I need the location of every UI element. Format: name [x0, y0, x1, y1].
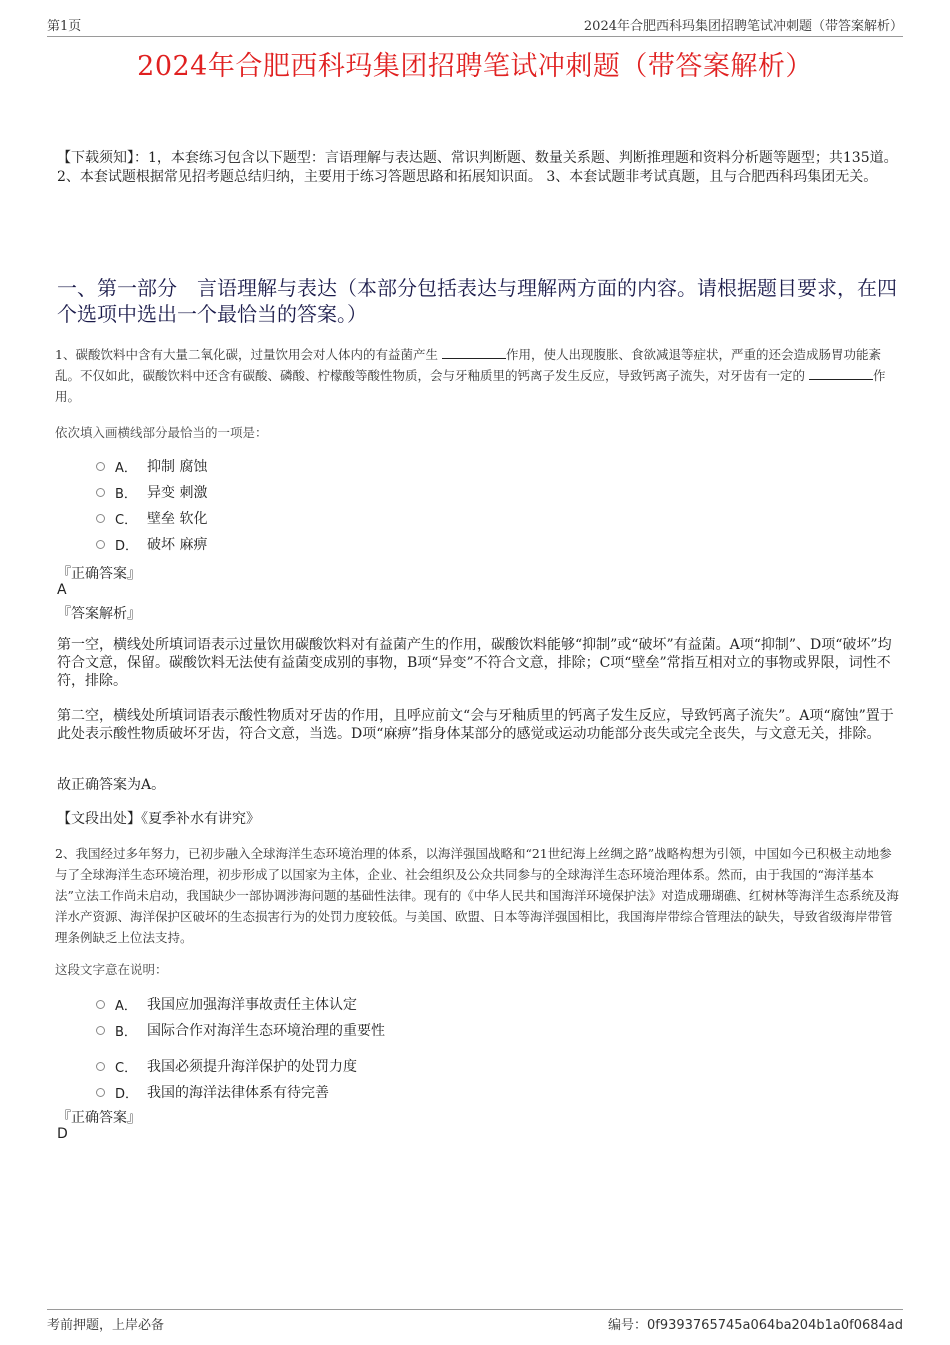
question-2-prompt: 这段文字意在说明： — [55, 962, 168, 977]
option-b[interactable]: B． 国际合作对海洋生态环境治理的重要性 — [96, 1017, 385, 1043]
page-footer — [47, 1309, 903, 1333]
option-c[interactable]: C． 我国必须提升海洋保护的处罚力度 — [96, 1053, 385, 1079]
fill-blank — [442, 345, 506, 359]
analysis-paragraph-2: 第二空，横线处所填词语表示酸性物质对牙齿的作用，且呼应前文“会与牙釉质里的钙离子发生反应，导致钙离子流失”。A项“腐蚀”置于此处表示酸性物质破坏牙齿，符合文意，当选。D项“麻痹”指身体某部分的感觉或运动功能部分丧失或完全丧失，与文意无关，排除。 — [57, 708, 894, 742]
page-header — [47, 14, 903, 37]
option-a[interactable]: A． 我国应加强海洋事故责任主体认定 — [96, 991, 385, 1017]
radio-icon[interactable] — [96, 1000, 105, 1009]
section-title: 一、第一部分 言语理解与表达（本部分包括表达与理解两方面的内容。请根据题目要求，在四个选项中选出一个最恰当的答案。） — [57, 276, 897, 326]
radio-icon[interactable] — [96, 462, 105, 471]
radio-icon[interactable] — [96, 1026, 105, 1035]
option-c[interactable]: C． 壁垒 软化 — [96, 505, 207, 531]
question-2-text: 2、我国经过多年努力，已初步融入全球海洋生态环境治理的体系，以海洋强国战略和“21世纪海上丝绸之路”战略构想为引领，中国如今已积极主动地参与了全球海洋生态环境治理，初步形成了以国家为主体，企业、社会组织及公众共同参与的全球海洋生态环境治理体系。然而，由于我国的“海洋基本法”立法工作尚未启动，我国缺少一部协调涉海问题的基础性法律。现有的《中华人民共和国海洋环境保护法》对造成珊瑚礁、红树林等海洋生态系统及海洋水产资源、海洋保护区破坏的生态损害行为的处罚力度较低。与美国、欧盟、日本等海洋强国相比，我国海岸带综合管理法的缺失，导致省级海岸带管理条例缺乏上位法支持。 — [55, 846, 899, 945]
option-b[interactable]: B． 异变 刺激 — [96, 479, 207, 505]
download-notice: 【下载须知】：1，本套练习包含以下题型：言语理解与表达题、常识判断题、数量关系题、判断推理题和资料分析题等题型；共135道。 2、本套试题根据常见招考题总结归纳，主要用于练习答题思路和拓展知识面。 3、本套试题非考试真题，且与合肥西科玛集团无关。 — [57, 150, 898, 185]
analysis-conclusion: 故正确答案为A。 — [57, 777, 166, 793]
answer-label: 『正确答案』 — [57, 1110, 141, 1126]
footer-slogan: 考前押题，上岸必备 — [47, 1318, 165, 1333]
analysis-paragraph-1: 第一空，横线处所填词语表示过量饮用碳酸饮料对有益菌产生的作用，碳酸饮料能够“抑制”或“破坏”有益菌。A项“抑制”、D项“破坏”均符合文意，保留。碳酸饮料无法使有益菌变成别的事物，B项“异变”不符合文意，排除；C项“壁垒”常指互相对立的事物或界限，词性不符，排除。 — [57, 637, 892, 689]
document-title: 2024年合肥西科玛集团招聘笔试冲刺题（带答案解析） — [137, 51, 813, 82]
document-code: 编号：0f9393765745a064ba204b1a0f0684ad — [607, 1318, 903, 1333]
fill-blank — [809, 366, 873, 380]
answer-value: D — [57, 1126, 68, 1142]
answer-label: 『正确答案』 — [57, 566, 141, 582]
analysis-label: 『答案解析』 — [57, 606, 141, 622]
radio-icon[interactable] — [96, 488, 105, 497]
question-1-text: 1、碳酸饮料中含有大量二氧化碳，过量饮用会对人体内的有益菌产生 作用，使人出现腹胀、食欲减退等症状，严重的还会造成肠胃功能紊乱。不仅如此，碳酸饮料中还含有碳酸、磷酸、柠檬酸等酸性物质，会与牙釉质里的钙离子发生反应，导致钙离子流失，对牙齿有一定的 作用。 — [55, 347, 886, 404]
radio-icon[interactable] — [96, 540, 105, 549]
option-d[interactable]: D． 破坏 麻痹 — [96, 531, 207, 557]
question-2-options — [96, 991, 385, 1105]
option-a[interactable]: A． 抑制 腐蚀 — [96, 453, 207, 479]
option-d[interactable]: D． 我国的海洋法律体系有待完善 — [96, 1079, 385, 1105]
text-source: 【文段出处】《夏季补水有讲究》 — [57, 811, 260, 827]
radio-icon[interactable] — [96, 514, 105, 523]
header-doc-title: 2024年合肥西科玛集团招聘笔试冲刺题（带答案解析） — [583, 19, 903, 34]
question-1-prompt: 依次填入画横线部分最恰当的一项是： — [55, 425, 268, 440]
radio-icon[interactable] — [96, 1062, 105, 1071]
question-1-options — [96, 453, 207, 557]
answer-value: A — [57, 582, 67, 598]
page-number: 第1页 — [47, 19, 82, 34]
radio-icon[interactable] — [96, 1088, 105, 1097]
